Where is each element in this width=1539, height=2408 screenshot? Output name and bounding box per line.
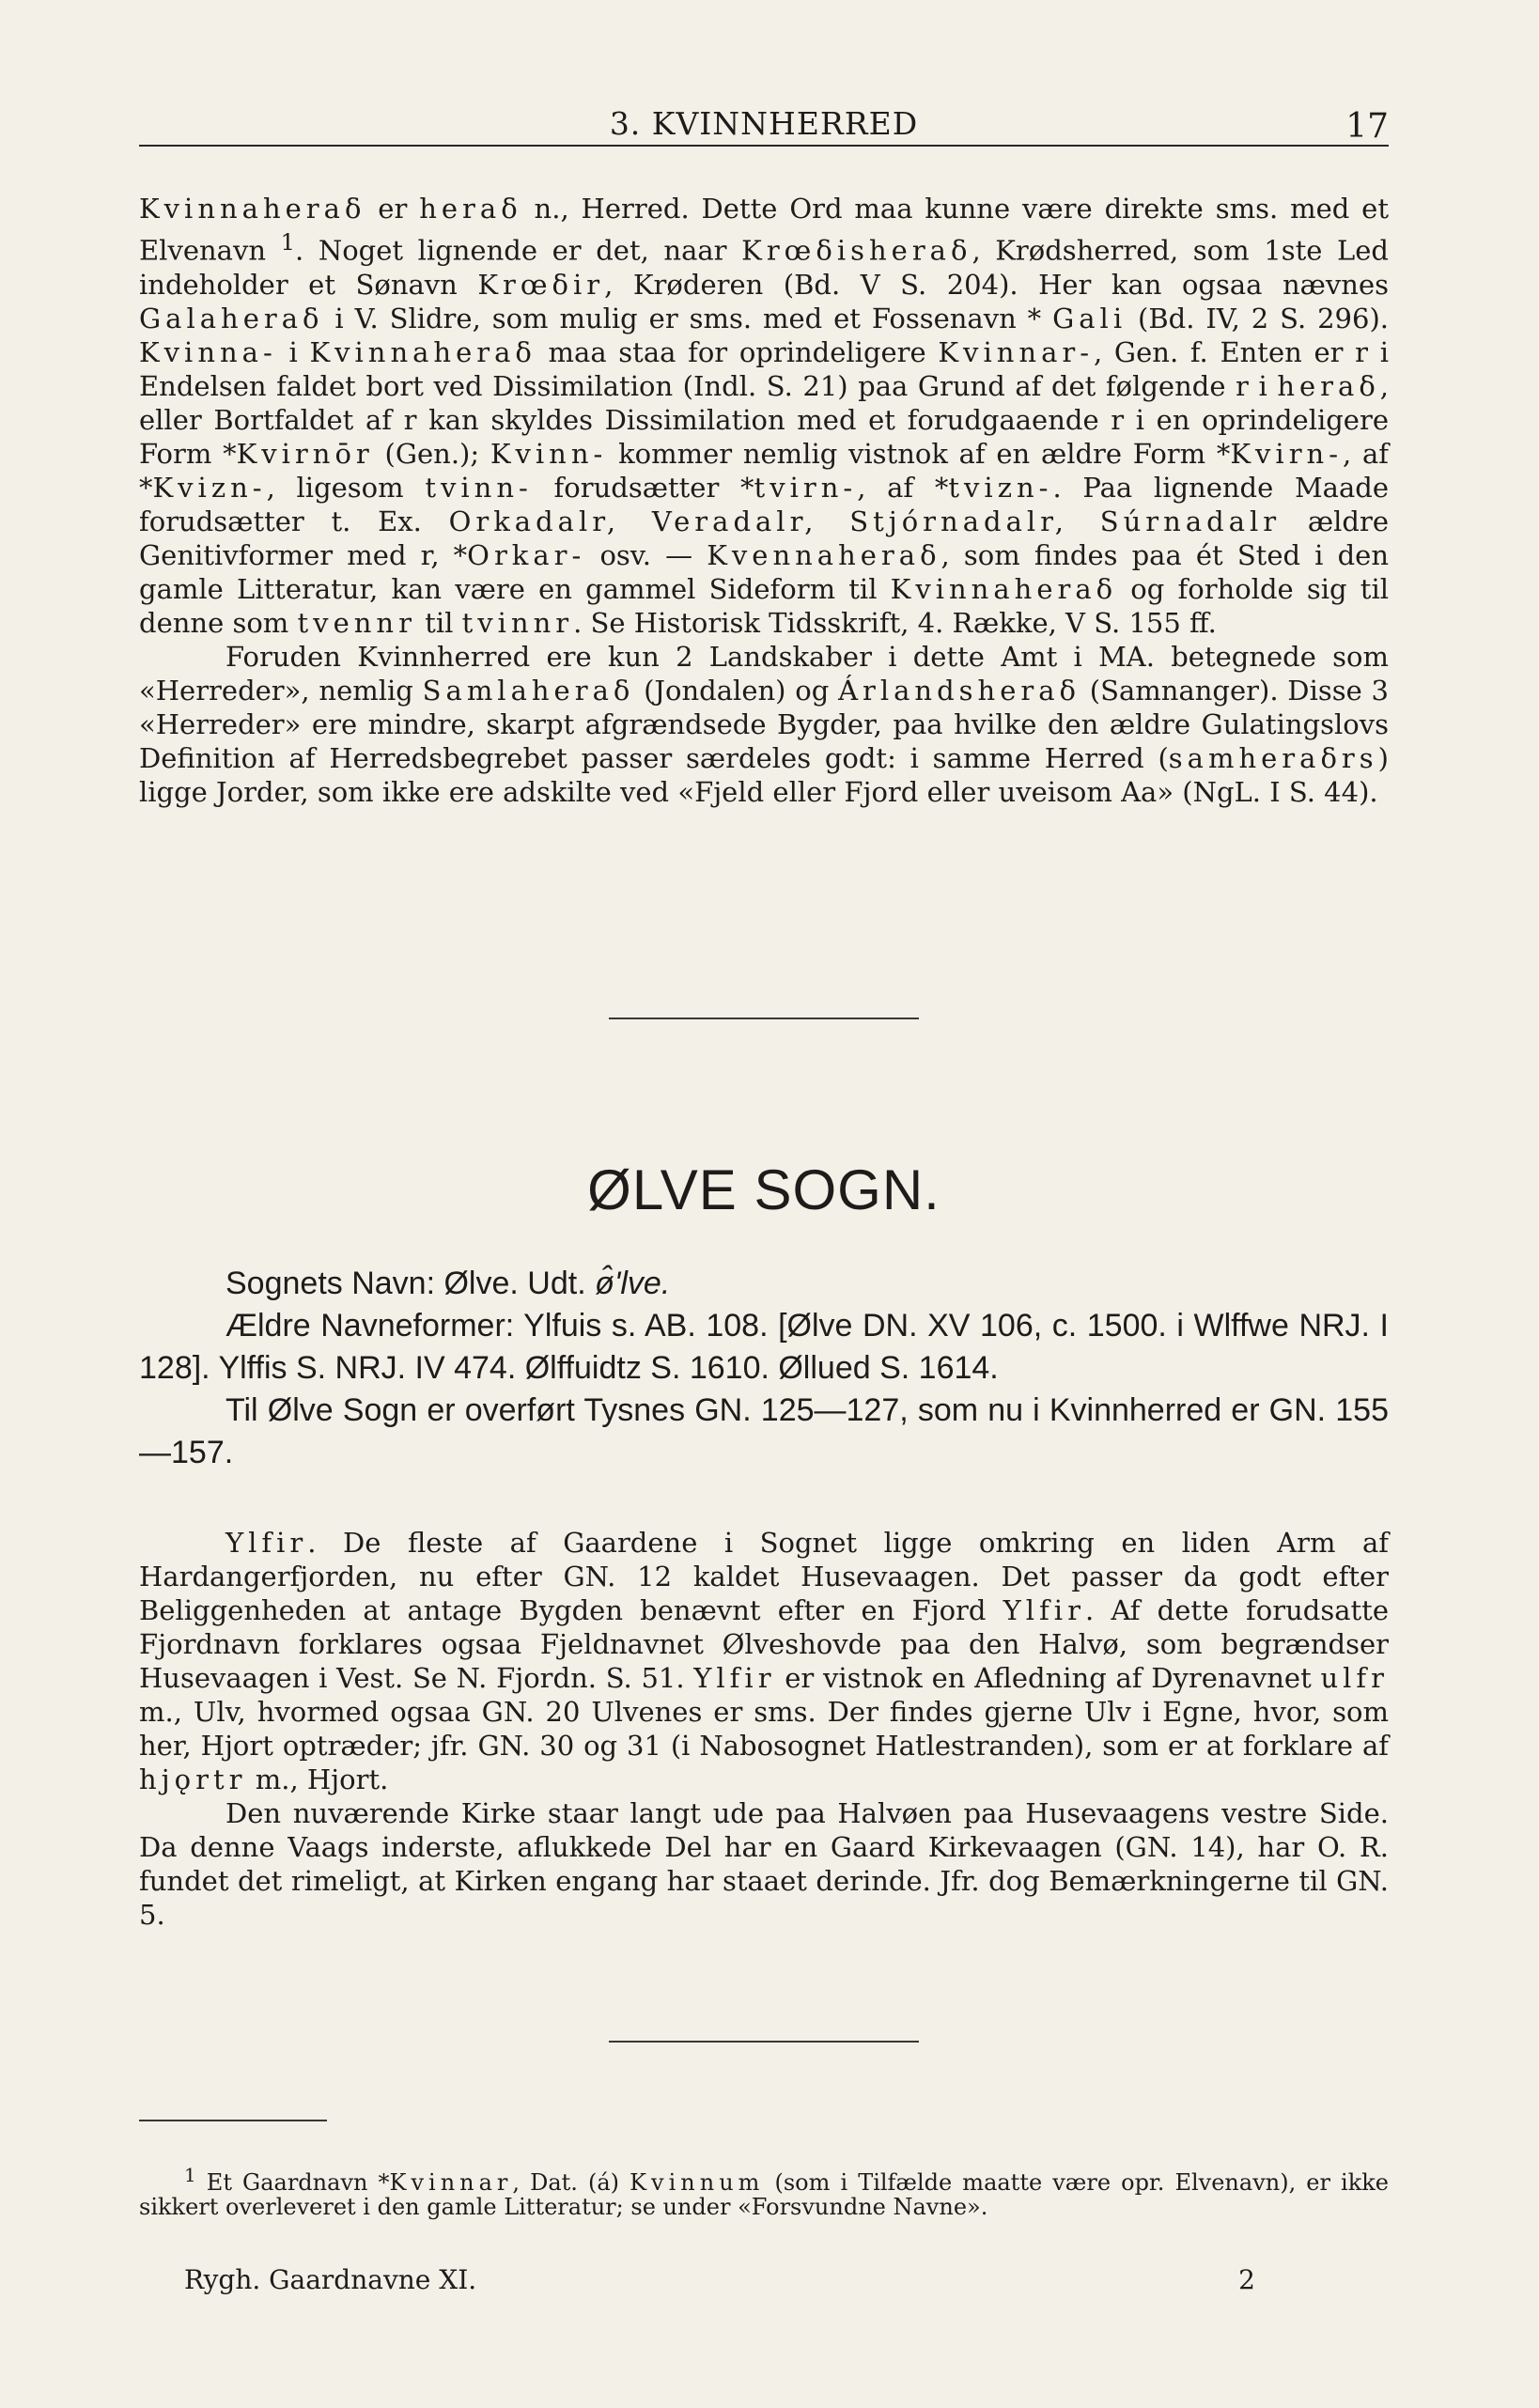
olve-text	[139, 1526, 1389, 1932]
parish-info	[139, 1263, 1389, 1474]
older-name-forms: Ældre Navneformer: Ylfuis s. AB. 108. [Ølve DN. XV 106, c. 1500. i Wlffwe NRJ. I 128]. Ylffis S. NRJ. IV 474. Ølffuidtz S. 1610. Øllued S. 1614.	[139, 1308, 1389, 1386]
footnote: $^1$ Et Gaardnavn *Kvinnar, Dat. (á) Kvinnum (som i Tilfælde maatte være opr. Elvenavn), er ikke sikkert overleveret i den gamle Litteratur; se under «Forsvundne Navne».	[139, 2164, 1389, 2220]
paragraph: Ylfir. De fleste af Gaardene i Sognet ligge omkring en liden Arm af Hardangerfjorden, nu efter GN. 12 kaldet Husevaagen. Det passer da godt efter Beliggenheden at antage Bygden benævnt efter en Fjord Ylfir. Af dette forudsatte Fjordnavn forklares ogsaa Fjeldnavnet Ølveshovde paa den Halvø, som begrændser Husevaagen i Vest. Se N. Fjordn. S. 51. Ylfir er vistnok en Afledning af Dyrenavnet ulfr m., Ulv, hvormed ogsaa GN. 20 Ulvenes er sms. Der findes gjerne Ulv i Egne, hvor, som her, Hjort optræder; jfr. GN. 30 og 31 (i Nabosognet Hatlestranden), som er at forklare af hjǫrtr m., Hjort.	[139, 1527, 1389, 1795]
transfer-note: Til Ølve Sogn er overført Tysnes GN. 125—127, som nu i Kvinnherred er GN. 155—157.	[139, 1392, 1389, 1470]
book-signature: Rygh. Gaardnavne XI.	[184, 2264, 477, 2295]
footnote-ref: 1	[280, 229, 295, 256]
running-header	[139, 101, 1389, 147]
signature-number: 2	[1238, 2264, 1255, 2295]
pronunciation: ø̂'lve.	[595, 1266, 671, 1301]
kvinnherred-text	[139, 192, 1389, 809]
footnote-rule	[139, 2120, 327, 2121]
page-footer	[184, 2264, 1255, 2295]
chapter-title: 3. KVINNHERRED	[609, 105, 919, 142]
section-divider	[609, 1018, 919, 1019]
paragraph: Den nuværende Kirke staar langt ude paa Halvøen paa Husevaagens vestre Side. Da denne Vaags inderste, aflukkede Del har en Gaard Kirkevaagen (GN. 14), har O. R. fundet det rimeligt, at Kirken engang har staaet derinde. Jfr. dog Bemærkningerne til GN. 5.	[139, 1797, 1389, 1931]
section-title: ØLVE SOGN.	[587, 1158, 940, 1221]
paragraph: Foruden Kvinnherred ere kun 2 Landskaber i dette Amt i MA. betegnede som «Herreder», nemlig Samlaheraδ (Jondalen) og Árlandsheraδ (Samnanger). Disse 3 «Herreder» ere mindre, skarpt afgrændsede Bygder, paa hvilke den ældre Gulatingslovs Definition af Herredsbegrebet passer særdeles godt: i samme Herred (samheraδrs) ligge Jorder, som ikke ere adskilte ved «Fjeld eller Fjord eller uveisom Aa» (NgL. I S. 44).	[139, 640, 1389, 808]
footnote-number: 1	[184, 2164, 196, 2186]
paragraph: Kvinnaheraδ er heraδ n., Herred. Dette Ord maa kunne være direkte sms. med et Elvenavn $^1$. Noget lignende er det, naar Krœδisheraδ, Krødsherred, som 1ste Led indeholder et Sønavn Krœδir, Krøderen (Bd. V S. 204). Her kan ogsaa nævnes Galaheraδ i V. Slidre, som mulig er sms. med et Fossenavn * Gali (Bd. IV, 2 S. 296). Kvinna- i Kvinnaheraδ maa staa for oprindeligere Kvinnar-, Gen. f. Enten er r i Endelsen faldet bort ved Dissimilation (Indl. S. 21) paa Grund af det følgende r i heraδ, eller Bortfaldet af r kan skyldes Dissimilation med et forudgaaende r i en oprindeligere Form *Kvirnōr (Gen.); Kvinn- kommer nemlig vistnok af en ældre Form *Kvirn-, af *Kvizn-, ligesom tvinn- forudsætter *tvirn-, af *tvizn-. Paa lignende Maade forudsætter t. Ex. Orkadalr, Veradalr, Stjórnadalr, Súrnadalr ældre Genitivformer med r, *Orkar- osv. — Kvennaheraδ, som findes paa ét Sted i den gamle Litteratur, kan være en gammel Sideform til Kvinnaheraδ og forholde sig til denne som tvennr til tvinnr. Se Historisk Tidsskrift, 4. Række, V S. 155 ff.	[139, 193, 1390, 639]
section-divider	[609, 2041, 919, 2043]
page-number: 17	[1345, 107, 1389, 146]
parish-name-line: Sognets Navn: Ølve. Udt. ø̂'lve.	[225, 1266, 671, 1301]
